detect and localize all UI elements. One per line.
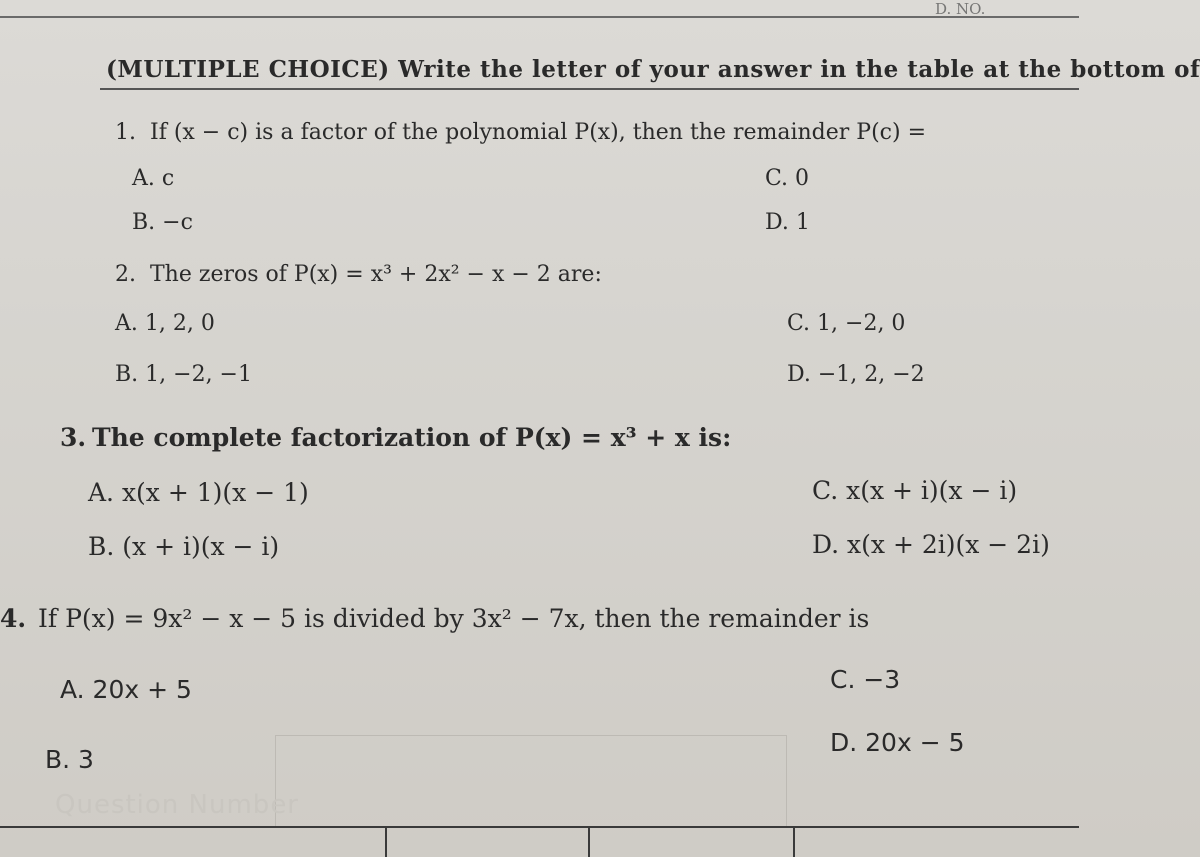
- question-1-stem: If (x − c) is a factor of the polynomial P(x), then the remainder P(c) =: [150, 120, 927, 145]
- question-3-option-a: A. x(x + 1)(x − 1): [88, 478, 309, 507]
- question-4-option-d: D. 20x − 5: [830, 728, 965, 757]
- faint-bleedthrough-text: [350, 535, 356, 556]
- question-4-stem: If P(x) = 9x² − x − 5 is divided by 3x² − 7x, then the remainder is: [38, 604, 870, 633]
- answer-table-divider-1: [385, 828, 387, 857]
- question-2-option-d: D. −1, 2, −2: [787, 362, 925, 387]
- question-4-option-a: A. 20x + 5: [60, 675, 192, 704]
- question-4-number: 4.: [0, 604, 27, 633]
- question-4-option-c: C. −3: [830, 665, 901, 694]
- question-2-option-b: B. 1, −2, −1: [115, 362, 252, 387]
- question-2-option-a: A. 1, 2, 0: [115, 311, 215, 336]
- question-3-option-b: B. (x + i)(x − i): [88, 532, 280, 561]
- top-fragment-text: D. NO.: [935, 0, 986, 18]
- question-2-option-c: C. 1, −2, 0: [787, 311, 906, 336]
- instructions-heading: (MULTIPLE CHOICE) Write the letter of your answer in the table at the bottom of: [106, 56, 1200, 83]
- question-3-number: 3.: [60, 423, 87, 452]
- question-1-option-d: D. 1: [765, 210, 810, 235]
- question-4-option-b: B. 3: [45, 745, 94, 774]
- question-1-number: 1.: [115, 120, 136, 145]
- question-2-stem: The zeros of P(x) = x³ + 2x² − x − 2 are:: [150, 262, 602, 287]
- answer-table-divider-3: [793, 828, 795, 857]
- faint-table-outline: [275, 735, 787, 827]
- question-1-option-c: C. 0: [765, 166, 810, 191]
- top-border-line: [0, 16, 1079, 18]
- answer-table-header: Question Number: [55, 790, 299, 820]
- question-1-option-b: B. −c: [132, 210, 193, 235]
- answer-table-divider-2: [588, 828, 590, 857]
- question-2-number: 2.: [115, 262, 136, 287]
- heading-underline: [100, 88, 1079, 90]
- question-3-option-c: C. x(x + i)(x − i): [812, 476, 1018, 505]
- question-1-option-a: A. c: [132, 166, 175, 191]
- question-3-option-d: D. x(x + 2i)(x − 2i): [812, 530, 1050, 559]
- answer-table-top-border: [0, 826, 1079, 828]
- question-3-stem: The complete factorization of P(x) = x³ + x is:: [92, 423, 732, 452]
